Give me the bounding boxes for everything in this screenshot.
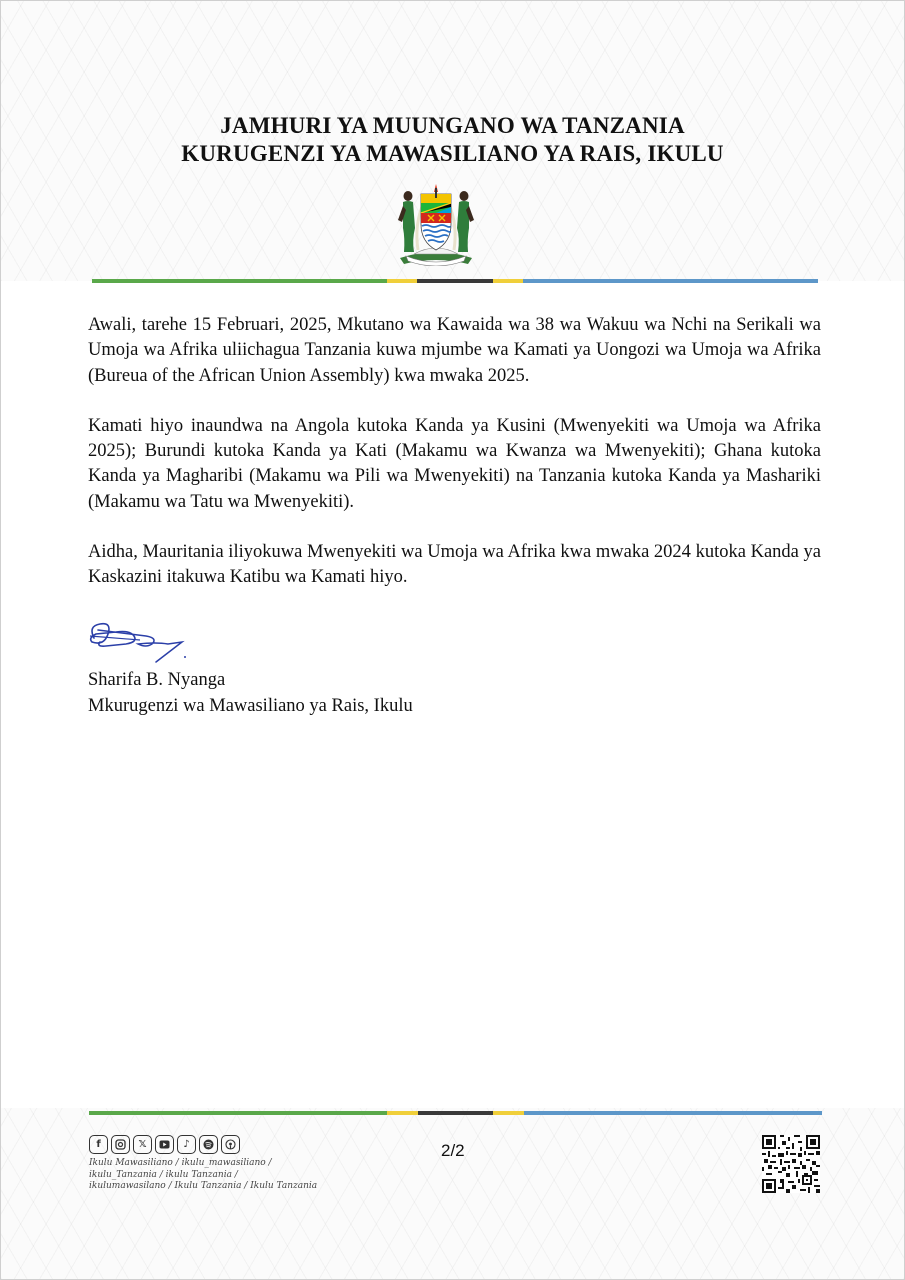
social-icons (89, 1135, 240, 1154)
footer-color-stripe (89, 1111, 822, 1115)
instagram-icon[interactable] (111, 1135, 130, 1154)
x-icon[interactable]: 𝕏 (133, 1135, 152, 1154)
statement-body (88, 313, 821, 616)
signer-name: Sharifa B. Nyanga (88, 670, 226, 690)
handles-line: ikulumawasilano / Ikulu Tanzania / Ikulu Tanzania (89, 1181, 318, 1191)
paragraph: Awali, tarehe 15 Februari, 2025, Mkutano wa Kawaida wa 38 wa Wakuu wa Nchi na Serikali wa Umoja wa Afrika uliichagua Tanzania kuwa mjumbe wa Kamati ya Uongozi wa Umoja wa Afrika (Bureua of the African Union Assembly) kwa mwaka 2025. (88, 315, 821, 386)
facebook-icon[interactable]: f (89, 1135, 108, 1154)
qr-code[interactable] (762, 1135, 820, 1193)
signer-title: Mkurugenzi wa Mawasiliano ya Rais, Ikulu (88, 695, 413, 716)
signer-block (88, 668, 413, 719)
paragraph: Aidha, Mauritania iliyokuwa Mwenyekiti wa Umoja wa Afrika kwa mwaka 2024 kutoka Kanda ya Kaskazini itakuwa Katibu wa Kamati hiyo. (88, 542, 821, 588)
letterhead-line-2: KURUGENZI YA MAWASILIANO YA RAIS, IKULU (181, 141, 724, 166)
handwritten-signature (86, 616, 191, 668)
podcast-icon[interactable] (221, 1135, 240, 1154)
letterhead-line-1: JAMHURI YA MUUNGANO WA TANZANIA (220, 113, 685, 138)
handles-line: ikulu_Tanzania / ikulu Tanzania / (89, 1169, 238, 1180)
tanzania-coat-of-arms-icon (394, 180, 478, 266)
paragraph: Kamati hiyo inaundwa na Angola kutoka Kanda ya Kusini (Mwenyekiti wa Umoja wa Afrika 2025); Burundi kutoka Kanda ya Kati (Makamu wa Kwanza wa Mwenyekiti); Ghana kutoka Kanda ya Magharibi (Makamu wa Pili wa Mwenyekiti) na Tanzania kutoka Kanda ya Mashariki (Makamu wa Tatu wa Mwenyekiti). (88, 415, 821, 512)
header-color-stripe (92, 279, 818, 283)
spotify-icon[interactable] (199, 1135, 218, 1154)
page-number: 2/2 (441, 1141, 465, 1160)
social-handles (89, 1158, 318, 1193)
letterhead (0, 112, 905, 168)
youtube-icon[interactable] (155, 1135, 174, 1154)
handles-line: Ikulu Mawasiliano / ikulu_mawasiliano / (89, 1158, 272, 1168)
footer-background-pattern (1, 1108, 904, 1279)
tiktok-icon[interactable]: ♪ (177, 1135, 196, 1154)
